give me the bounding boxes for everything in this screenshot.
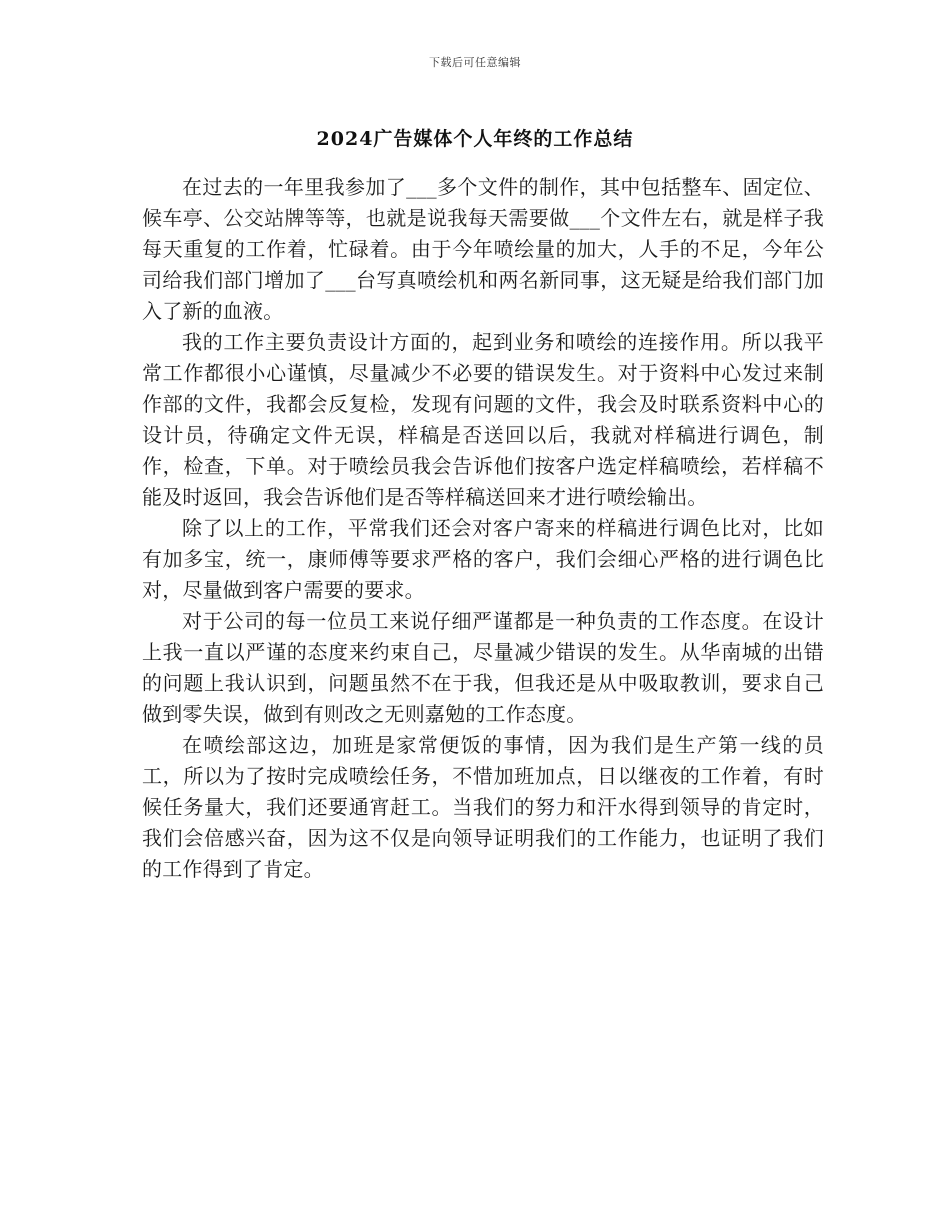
document-body bbox=[142, 172, 824, 885]
paragraph-4: 对于公司的每一位员工来说仔细严谨都是一种负责的工作态度。在设计上我一直以严谨的态度来约束自己，尽量减少错误的发生。从华南城的出错的问题上我认识到，问题虽然不在于我，但我还是从中吸取教训，要求自己做到零失误，做到有则改之无则嘉勉的工作态度。 bbox=[142, 609, 824, 726]
download-note: 下载后可任意编辑 bbox=[429, 56, 521, 69]
paragraph-5: 在喷绘部这边，加班是家常便饭的事情，因为我们是生产第一线的员工，所以为了按时完成喷绘任务，不惜加班加点，日以继夜的工作着，有时候任务量大，我们还要通宵赶工。当我们的努力和汗水得到领导的肯定时，我们会倍感兴奋，因为这不仅是向领导证明我们的工作能力，也证明了我们的工作得到了肯定。 bbox=[142, 733, 824, 881]
paragraph-2: 我的工作主要负责设计方面的，起到业务和喷绘的连接作用。所以我平常工作都很小心谨慎，尽量减少不必要的错误发生。对于资料中心发过来制作部的文件，我都会反复检，发现有问题的文件，我会及时联系资料中心的设计员，待确定文件无误，样稿是否送回以后，我就对样稿进行调色，制作，检查，下单。对于喷绘员我会告诉他们按客户选定样稿喷绘，若样稿不能及时返回，我会告诉他们是否等样稿送回来才进行喷绘输出。 bbox=[142, 330, 824, 509]
page-title: 2024广告媒体个人年终的工作总结 bbox=[316, 128, 634, 150]
paragraph-3: 除了以上的工作，平常我们还会对客户寄来的样稿进行调色比对，比如有加多宝，统一，康师傅等要求严格的客户，我们会细心严格的进行调色比对，尽量做到客户需要的要求。 bbox=[142, 516, 824, 602]
paragraph-1: 在过去的一年里我参加了___多个文件的制作，其中包括整车、固定位、候车亭、公交站牌等等，也就是说我每天需要做___个文件左右，就是样子我每天重复的工作着，忙碌着。由于今年喷绘量的加大，人手的不足，今年公司给我们部门增加了___台写真喷绘机和两名新同事，这无疑是给我们部门加入了新的血液。 bbox=[142, 175, 824, 323]
